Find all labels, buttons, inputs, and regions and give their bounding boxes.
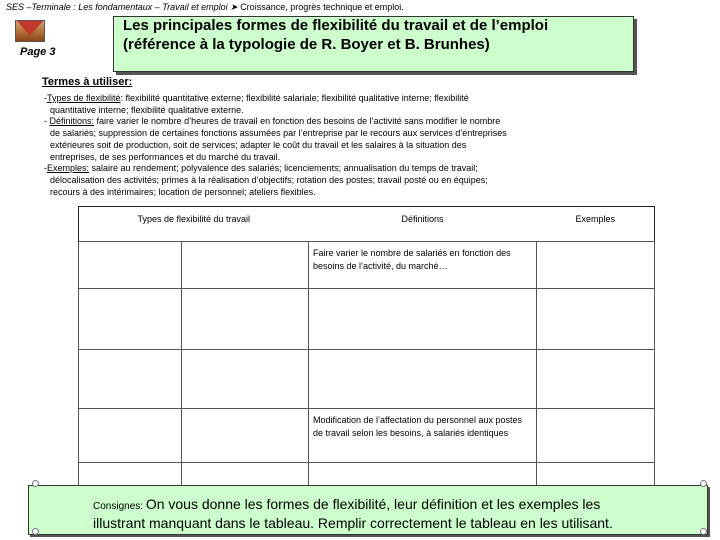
type-cell[interactable] (79, 289, 182, 350)
types-line-1: : flexibilité quantitative externe; flexibilité salariale; flexibilité qualitative interne; flexibilité (120, 93, 469, 103)
example-cell[interactable] (537, 350, 655, 409)
header-prefix: SES –Terminale : Les fondamentaux – Travail et emploi (6, 2, 231, 12)
definition-cell[interactable] (309, 242, 537, 289)
instructions-line-2: illustrant manquant dans le tableau. Remplir correctement le tableau en les utilisant. (93, 515, 613, 531)
definitions-prefix: - (44, 116, 50, 127)
title-line-1: Les principales formes de flexibilité du travail et de l’emploi (123, 17, 549, 34)
definitions-line-4: entreprises, de ses performances et du marché du travail. (50, 151, 281, 162)
type-cell[interactable] (182, 409, 309, 463)
terms-body: -Types de flexibilité: flexibilité quantitative externe; flexibilité salariale; flexibilité qualitative interne; flexibilité quantitative interne; flexibilité qualitative externe. - Définitions: faire varier le nombre d’heures de travail en fonction des besoins de l’activité sans modifier le nombre de salariés; suppression de certaines fonctions assumées par l’entreprise par le recours aux services d’entreprises extérieures soit de production, soit de services; adapter le coût du travail et les salaires à la situation des entreprises, de ses performances et du marché du travail. -Exemples: salaire au rendement; polyvalence des salariés; licenciements; annualisation du temps de travail; délocalisation des activités; primes à la réalisation d’objectifs; rotation des postes; travail posté ou en équipes; recours à des intérimaires; location de personnel; ateliers flexibles. (44, 93, 624, 198)
type-cell[interactable] (79, 242, 182, 289)
handle-dot[interactable] (32, 480, 39, 487)
handle-dot[interactable] (700, 480, 707, 487)
definition-cell[interactable] (309, 289, 537, 350)
header-line (6, 2, 404, 13)
definition-cell[interactable] (309, 350, 537, 409)
header-definitions: Définitions (401, 214, 444, 224)
examples-line-1: salaire au rendement; polyvalence des salariés; licenciements; annualisation du temps de travail; (89, 163, 478, 174)
type-cell[interactable] (79, 350, 182, 409)
table-header-row (79, 207, 655, 242)
definitions-line-3: extérieures soit de production, soit de services; adapter le coût du travail et les salaires à la situation des (50, 139, 467, 150)
table-row (79, 350, 655, 409)
header-types: Types de flexibilité du travail (137, 214, 251, 224)
arrow-right-icon: ➤ (230, 2, 238, 12)
instructions-line-1: On vous donne les formes de flexibilité, leur définition et les exemples les (145, 496, 601, 512)
header-rest: Croissance, progrès technique et emploi. (240, 2, 404, 12)
page-title (123, 16, 623, 54)
instructions-lead: Consignes: (93, 501, 146, 512)
definition-text: Faire varier le nombre de salariés en fonction des besoins de l’activité, du marché… (313, 248, 511, 271)
types-line-2: quantitative interne; flexibilité qualitative externe. (50, 104, 244, 115)
definition-cell[interactable] (309, 409, 537, 463)
handle-dot[interactable] (700, 528, 707, 535)
definitions-label: Définitions: (49, 116, 95, 127)
type-cell[interactable] (182, 289, 309, 350)
types-label: Types de flexibilité (47, 93, 121, 103)
definitions-line-1: faire varier le nombre d’heures de travail en fonction des besoins de l’activité sans modifier le nombre (94, 116, 501, 127)
header-examples: Exemples (575, 214, 615, 224)
example-cell[interactable] (537, 289, 655, 350)
definitions-line-2: de salariés; suppression de certaines fonctions assumées par l’entreprise par le recours aux services d’entreprises (50, 128, 507, 139)
definition-text: Modification de l’affectation du personnel aux postes de travail selon les besoins, à salariés identiques (313, 415, 522, 438)
instructions-text (93, 496, 683, 531)
triangle-down-icon (17, 21, 43, 36)
table-row (79, 409, 655, 463)
handle-dot[interactable] (32, 528, 39, 535)
type-cell[interactable] (182, 242, 309, 289)
examples-label: Exemples: (47, 163, 90, 174)
page-number: Page 3 (20, 46, 56, 58)
section-title: Termes à utiliser: (42, 76, 133, 88)
examples-line-3: recours à des intérimaires; location de personnel; ateliers flexibles. (50, 186, 316, 197)
type-cell[interactable] (79, 409, 182, 463)
table-row (79, 289, 655, 350)
title-line-2: (référence à la typologie de R. Boyer et B. Brunhes) (123, 36, 490, 53)
example-cell[interactable] (537, 409, 655, 463)
table-row (79, 242, 655, 289)
examples-line-2: délocalisation des activités; primes à la réalisation d’objectifs; rotation des postes; travail posté ou en équipes; (50, 174, 488, 185)
example-cell[interactable] (537, 242, 655, 289)
type-cell[interactable] (182, 350, 309, 409)
flexibility-table (78, 206, 655, 521)
